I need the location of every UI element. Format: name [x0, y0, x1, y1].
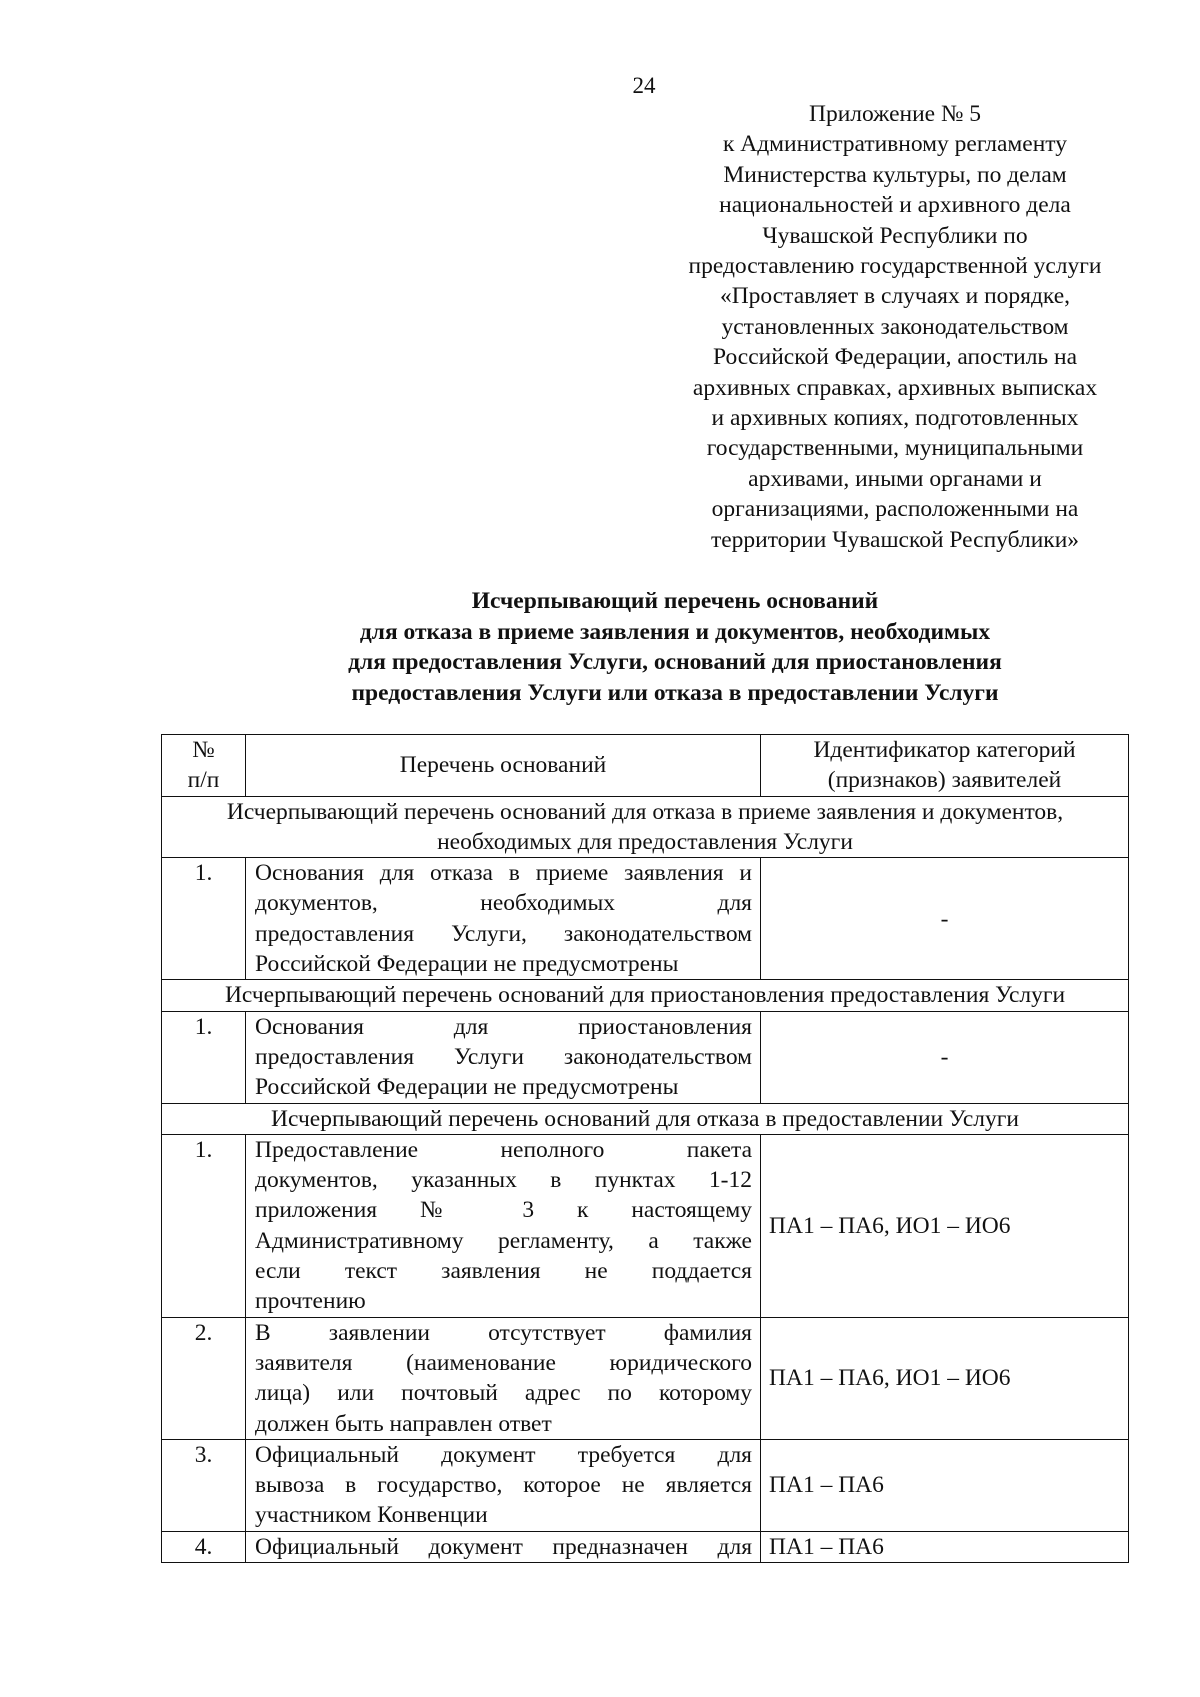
text-line: Основания для отказа в приеме заявления и	[255, 860, 752, 887]
text-line: должен быть направлен ответ	[255, 1410, 552, 1437]
row-number: 1.	[162, 1011, 246, 1103]
text-line: предоставления Услуги законодательством	[255, 1043, 752, 1070]
appendix-line: установленных законодательством	[721, 313, 1069, 340]
row-grounds-text	[246, 1317, 761, 1439]
appendix-line: архивных справках, архивных выписках	[692, 374, 1098, 401]
text-line: заявителя (наименование юридического	[255, 1349, 752, 1376]
row-grounds-text	[246, 858, 761, 980]
table-row	[162, 1134, 1129, 1317]
text-line: предоставления Услуги, законодательством	[255, 920, 752, 947]
appendix-line: к Административному регламенту	[722, 131, 1068, 158]
document-title	[160, 586, 1190, 708]
text-line: Официальный документ требуется для	[255, 1441, 752, 1468]
section-heading-line: Исчерпывающий перечень оснований для отказа в предоставлении Услуги	[271, 1105, 1019, 1132]
text-line: Административному регламенту, а также	[255, 1227, 752, 1254]
appendix-line: Приложение № 5	[808, 101, 982, 127]
row-grounds-text	[246, 1439, 761, 1531]
section-heading-cell	[162, 796, 1129, 858]
appendix-line: Министерства культуры, по делам	[723, 161, 1067, 188]
appendix-line: национальностей и архивного дела	[719, 192, 1071, 219]
table-row	[162, 858, 1129, 980]
appendix-line: «Проставляет в случаях и порядке,	[719, 283, 1071, 310]
text-line: Основания для приостановления	[255, 1013, 752, 1040]
title-line: для отказа в приеме заявления и документов, необходимых	[359, 618, 991, 645]
table-row	[162, 1531, 1129, 1562]
header-grounds-cell	[246, 735, 761, 797]
row-number: 4.	[162, 1531, 246, 1562]
page-number: 24	[632, 73, 656, 98]
title-line: для предоставления Услуги, оснований для приостановления	[348, 649, 1002, 675]
text-line: если текст заявления не поддается	[255, 1258, 752, 1285]
text-line: лица) или почтовый адрес по которому	[255, 1380, 752, 1407]
text-line: Предоставление неполного пакета	[255, 1136, 752, 1163]
appendix-line: и архивных копиях, подготовленных	[711, 405, 1079, 432]
section-heading-line: необходимых для предоставления Услуги	[437, 828, 853, 855]
row-applicant-identifier: -	[761, 1011, 1129, 1103]
row-number: 3.	[162, 1439, 246, 1531]
text-line: Официальный документ предназначен для	[255, 1533, 752, 1560]
row-grounds-text	[246, 1011, 761, 1103]
row-applicant-identifier: ПА1 – ПА6, ИО1 – ИО6	[761, 1317, 1129, 1439]
title-line: предоставления Услуги или отказа в предоставлении Услуги	[351, 679, 999, 706]
text-line: В заявлении отсутствует фамилия	[255, 1319, 752, 1346]
header-identifier-cell	[761, 735, 1129, 797]
appendix-reference	[660, 99, 1130, 555]
table-row	[162, 1439, 1129, 1531]
row-applicant-identifier: -	[761, 858, 1129, 980]
text-line: приложения № 3 к настоящему	[255, 1197, 752, 1224]
header-identifier-line: (признаков) заявителей	[827, 767, 1062, 794]
section-heading-cell	[162, 980, 1129, 1011]
header-number-sign: №	[192, 737, 215, 763]
title-line: Исчерпывающий перечень оснований	[471, 588, 879, 614]
row-grounds-text	[246, 1134, 761, 1317]
appendix-line: государственными, муниципальными	[706, 435, 1084, 462]
row-number: 1.	[162, 1134, 246, 1317]
table-header-row	[162, 735, 1129, 797]
header-identifier-line: Идентификатор категорий	[813, 737, 1076, 763]
header-number-label: п/п	[187, 767, 220, 794]
section-heading-cell	[162, 1103, 1129, 1134]
row-applicant-identifier: ПА1 – ПА6	[761, 1439, 1129, 1531]
text-line: вывоза в государство, которое не является	[255, 1472, 752, 1499]
appendix-line: территории Чувашской Республики»	[710, 526, 1080, 553]
appendix-line: Российской Федерации, апостиль на	[712, 344, 1078, 371]
grounds-table	[161, 734, 1129, 1563]
row-grounds-text	[246, 1531, 761, 1562]
text-line: прочтению	[255, 1288, 366, 1315]
table-row	[162, 1317, 1129, 1439]
appendix-line: Чувашской Республики по	[762, 222, 1028, 249]
header-number-cell	[162, 735, 246, 797]
text-line: Российской Федерации не предусмотрены	[255, 1074, 679, 1101]
appendix-line: предоставлению государственной услуги	[688, 253, 1102, 280]
row-number: 1.	[162, 858, 246, 980]
text-line: участником Конвенции	[255, 1502, 488, 1529]
text-line: Российской Федерации не предусмотрены	[255, 951, 679, 978]
row-applicant-identifier: ПА1 – ПА6, ИО1 – ИО6	[761, 1134, 1129, 1317]
table-row	[162, 1011, 1129, 1103]
header-grounds-label: Перечень оснований	[399, 752, 607, 779]
appendix-line: архивами, иными органами и	[748, 465, 1042, 492]
text-line: документов, указанных в пунктах 1-12	[255, 1167, 752, 1194]
appendix-line: организациями, расположенными на	[711, 496, 1079, 523]
section-heading-line: Исчерпывающий перечень оснований для отказа в приеме заявления и документов,	[226, 798, 1064, 825]
text-line: документов, необходимых для	[255, 890, 752, 917]
section-heading-row	[162, 980, 1129, 1011]
row-number: 2.	[162, 1317, 246, 1439]
row-applicant-identifier: ПА1 – ПА6	[761, 1531, 1129, 1562]
section-heading-row	[162, 1103, 1129, 1134]
section-heading-row	[162, 796, 1129, 858]
section-heading-line: Исчерпывающий перечень оснований для приостановления предоставления Услуги	[224, 982, 1066, 1009]
